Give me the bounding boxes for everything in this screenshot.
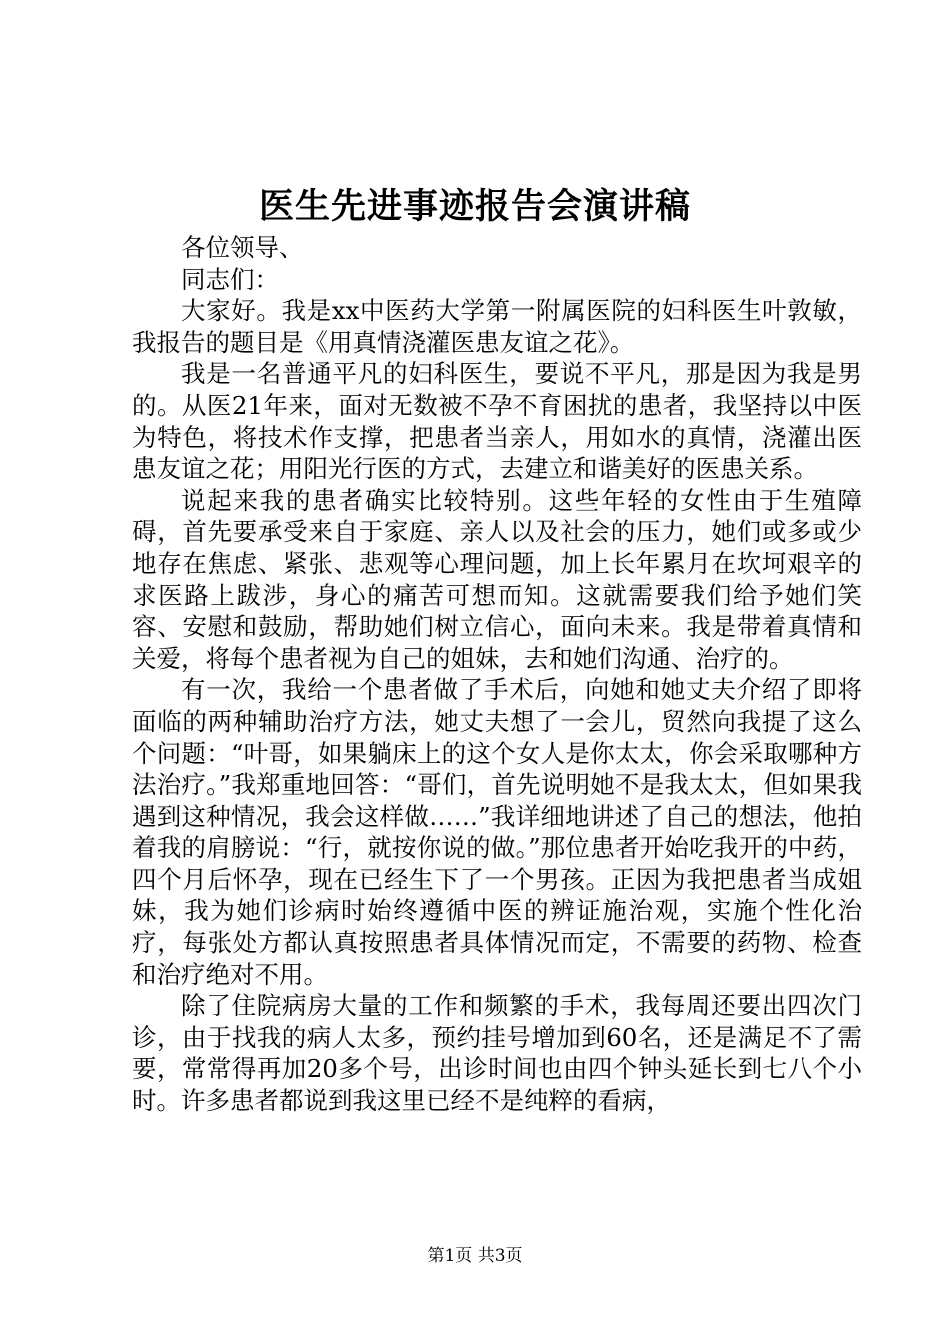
salutation-line: 各位领导、: [181, 233, 304, 262]
body-paragraph: 我是一名普通平凡的妇科医生，要说不平凡，那是因为我是男的。从医21年来，面对无数被不孕不育困扰的患者，我坚持以中医为特色，将技术作支撑，把患者当亲人，用如水的真情，浇灌出医患友谊之花；用阳光行医的方式，去建立和谐美好的医患关系。: [132, 359, 862, 484]
salutation-line: 同志们：: [181, 264, 279, 294]
body-paragraph: 除了住院病房大量的工作和频繁的手术，我每周还要出四次门诊，由于找我的病人太多，预约挂号增加到60名，还是满足不了需要，常常得再加20多个号，出诊时间也由四个钟头延长到七八个小时。许多患者都说到我这里已经不是纯粹的看病，: [132, 991, 862, 1116]
document-body: [132, 232, 862, 1117]
body-paragraph: 大家好。我是xx中医药大学第一附属医院的妇科医生叶敦敏，我报告的题目是《用真情浇灌医患友谊之花》。: [132, 296, 862, 357]
body-paragraph: 有一次，我给一个患者做了手术后，向她和她丈夫介绍了即将面临的两种辅助治疗方法，她丈夫想了一会儿，贸然向我提了这么个问题：“叶哥，如果躺床上的这个女人是你太太，你会采取哪种方法治疗。”我郑重地回答：“哥们，首先说明她不是我太太，但如果我遇到这种情况，我会这样做……”我详细地讲述了自己的想法，他拍着我的肩膀说：“行，就按你说的做。”那位患者开始吃我开的中药，四个月后怀孕，现在已经生下了一个男孩。正因为我把患者当成姐妹，我为她们诊病时始终遵循中医的辨证施治观，实施个性化治疗，每张处方都认真按照患者具体情况而定，不需要的药物、检查和治疗绝对不用。: [132, 675, 862, 989]
page-footer: 第1页 共3页: [427, 1246, 523, 1266]
document-title: 医生先进事迹报告会演讲稿: [258, 186, 691, 227]
body-paragraph: 说起来我的患者确实比较特别。这些年轻的女性由于生殖障碍，首先要承受来自于家庭、亲人以及社会的压力，她们或多或少地存在焦虑、紧张、悲观等心理问题，加上长年累月在坎坷艰辛的求医路上跋涉，身心的痛苦可想而知。这就需要我们给予她们笑容、安慰和鼓励，帮助她们树立信心，面向未来。我是带着真情和关爱，将每个患者视为自己的姐妹，去和她们沟通、治疗的。: [132, 485, 862, 673]
